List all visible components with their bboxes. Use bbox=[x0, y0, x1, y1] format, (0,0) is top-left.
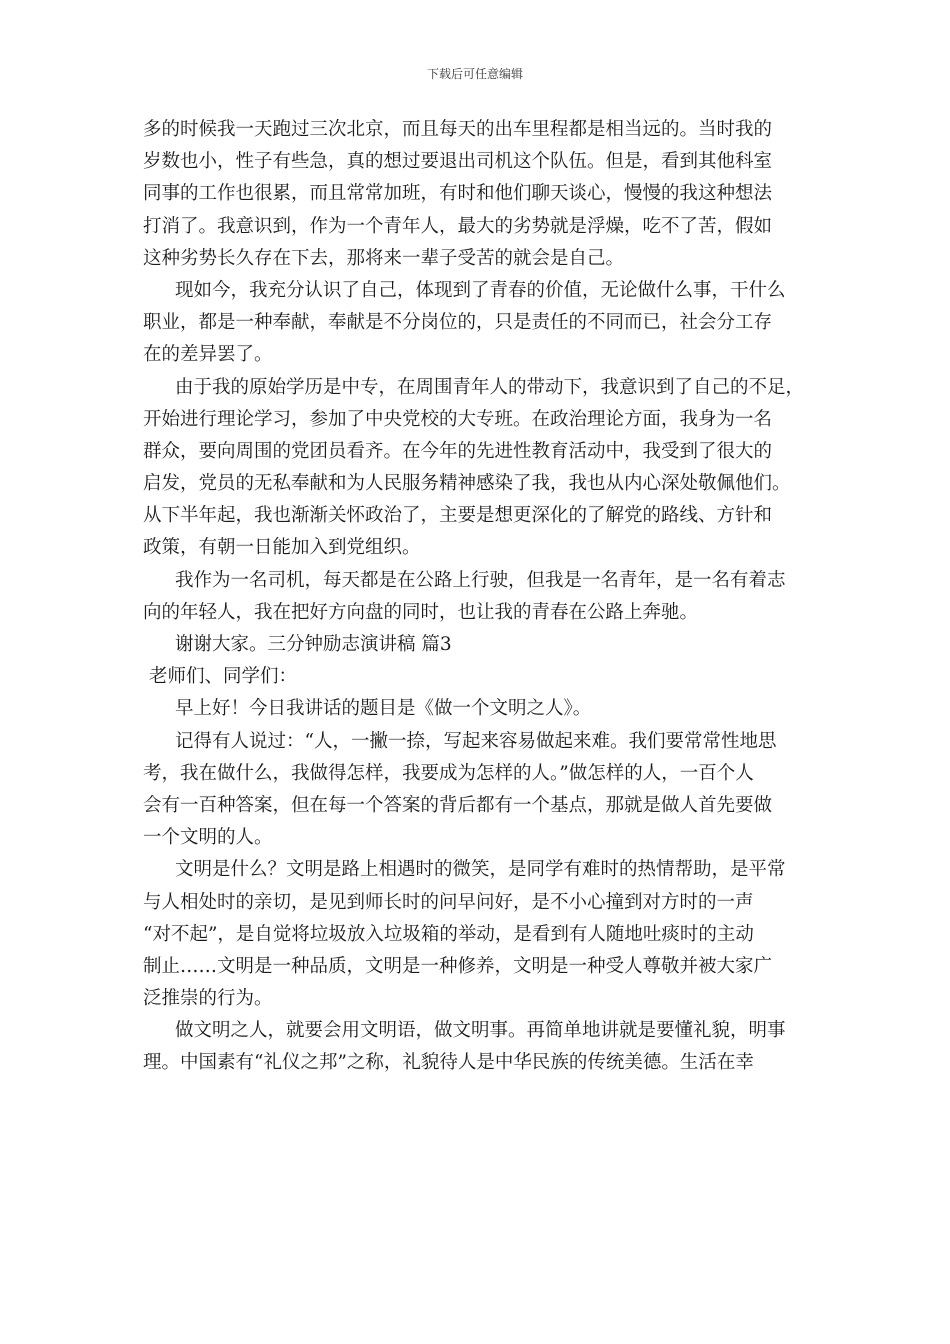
text-line: 我作为一名司机，每天都是在公路上行驶，但我是一名青年，是一名有着志 bbox=[175, 569, 786, 591]
text-line: 与人相处时的亲切，是见到师长时的问早问好，是不小心撞到对方时的一声 bbox=[143, 891, 754, 913]
text-line: 岁数也小，性子有些急，真的想过要退出司机这个队伍。但是，看到其他科室 bbox=[143, 151, 773, 173]
text-line: 早上好！今日我讲话的题目是《做一个文明之人》。 bbox=[175, 698, 592, 720]
text-line: 多的时候我一天跑过三次北京，而且每天的出车里程都是相当远的。当时我的 bbox=[143, 119, 773, 140]
text-line: 在的差异罢了。 bbox=[143, 344, 273, 366]
text-line: 开始进行理论学习，参加了中央党校的大专班。在政治理论方面，我身为一名 bbox=[143, 408, 773, 430]
text-line: 同事的工作也很累，而且常常加班，有时和他们聊天谈心，慢慢的我这种想法 bbox=[143, 183, 773, 205]
text-line: 泛推崇的行为。 bbox=[143, 988, 273, 1010]
text-line: 向的年轻人，我在把好方向盘的同时，也让我的青春在公路上奔驰。 bbox=[143, 601, 699, 623]
text-line: 群众，要向周围的党团员看齐。在今年的先进性教育活动中，我受到了很大的 bbox=[143, 440, 773, 462]
text-line: 打消了。我意识到，作为一个青年人，最大的劣势就是浮燥，吃不了苦，假如 bbox=[143, 215, 773, 237]
text-line: 谢谢大家。三分钟励志演讲稿 篇3 bbox=[175, 634, 452, 655]
text-line: 考，我在做什么，我做得怎样，我要成为怎样的人。”做怎样的人，一百个人 bbox=[143, 762, 754, 784]
text-line: 老师们、同学们： bbox=[149, 666, 298, 688]
text-line: 制止……文明是一种品质，文明是一种修养，文明是一种受人尊敬并被大家广 bbox=[143, 955, 773, 977]
text-line: 做文明之人，就要会用文明语，做文明事。再简单地讲就是要懂礼貌，明事 bbox=[175, 1020, 786, 1042]
text-line: 记得有人说过：“人，一撇一捺，写起来容易做起来难。我们要常常性地思 bbox=[175, 730, 777, 752]
text-line: 由于我的原始学历是中专，在周围青年人的带动下，我意识到了自己的不足， bbox=[175, 376, 805, 398]
text-line: 从下半年起，我也渐渐关怀政治了，主要是想更深化的了解党的路线、方针和 bbox=[143, 505, 773, 527]
text-line: 会有一百种答案，但在每一个答案的背后都有一个基点，那就是做人首先要做 bbox=[143, 794, 773, 816]
text-line: 文明是什么？文明是路上相遇时的微笑，是同学有难时的热情帮助，是平常 bbox=[175, 859, 786, 881]
text-line: 政策，有朝一日能加入到党组织。 bbox=[143, 537, 421, 559]
document-body bbox=[143, 114, 813, 1080]
text-line: “对不起”，是自觉将垃圾放入垃圾箱的举动，是看到有人随地吐痰时的主动 bbox=[143, 923, 754, 945]
text-line: 启发，党员的无私奉献和为人民服务精神感染了我，我也从内心深处敬佩他们。 bbox=[143, 473, 791, 495]
page-header: 下载后可任意编辑 bbox=[426, 67, 523, 81]
text-line: 这种劣势长久存在下去，那将来一辈子受苦的就会是自己。 bbox=[143, 247, 625, 269]
text-line: 现如今，我充分认识了自己，体现到了青春的价值，无论做什么事，干什么 bbox=[175, 279, 786, 301]
text-line: 职业，都是一种奉献，奉献是不分岗位的，只是责任的不同而已，社会分工存 bbox=[143, 312, 773, 334]
text-line: 理。中国素有“礼仪之邦”之称，礼貌待人是中华民族的传统美德。生活在幸 bbox=[143, 1052, 754, 1074]
text-line: 一个文明的人。 bbox=[143, 827, 273, 849]
